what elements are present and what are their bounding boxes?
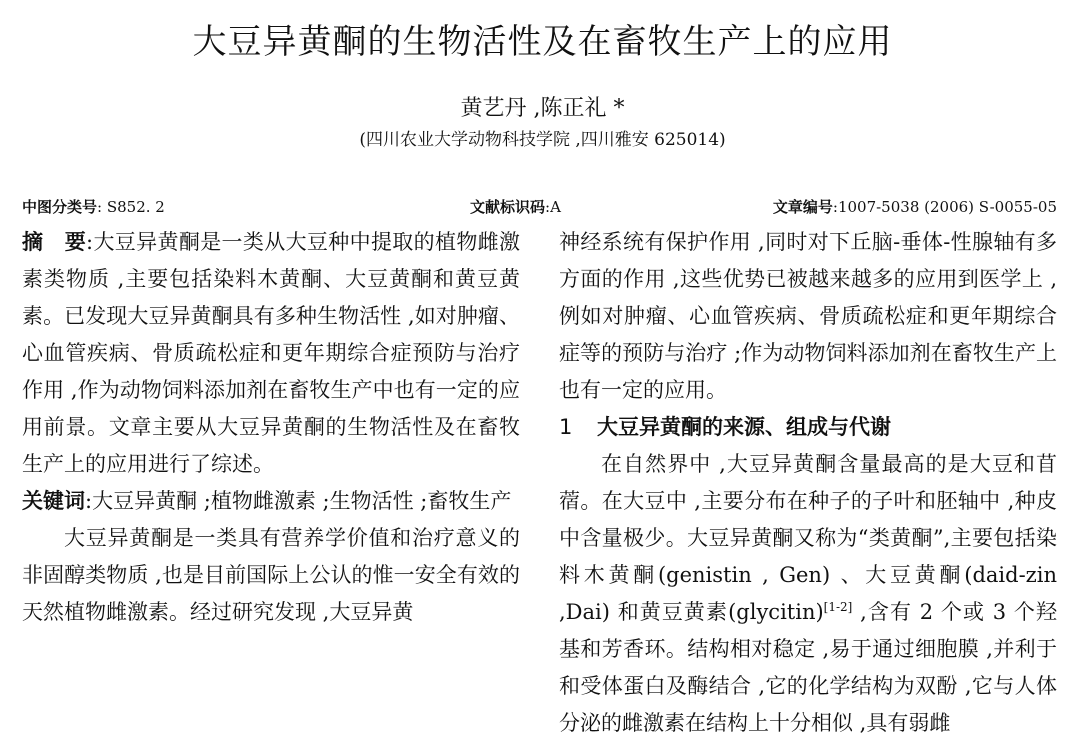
- affiliation: (四川农业大学动物科技学院 ,四川雅安 625014): [359, 130, 726, 150]
- document-code-value: :A: [545, 198, 561, 216]
- article-number-value: :1007-5038 (2006) S-0055-05: [832, 198, 1057, 216]
- keywords-label: 关键词: [22, 489, 85, 513]
- section-title: 大豆异黄酮的来源、组成与代谢: [597, 415, 891, 439]
- section-number: 1: [559, 415, 573, 439]
- keywords: [22, 483, 520, 520]
- clc-number: [22, 196, 165, 218]
- paper-title: 大豆异黄酮的生物活性及在畜牧生产上的应用: [192, 22, 893, 62]
- left-column: [22, 224, 520, 717]
- clc-label: 中图分类号: [22, 198, 98, 216]
- right-column: [559, 224, 1058, 735]
- abstract-label: 摘 要: [22, 230, 87, 254]
- section-paragraph-text-b: ,含有 2 个或 3 个羟基和芳香环。结构相对稳定 ,易于通过细胞膜 ,并利于和受体蛋白及酶结合 ,它的化学结构为双酚 ,它与人体分泌的雌激素在结构上十分相似 ,具有弱雌: [559, 600, 1058, 735]
- authors: 黄艺丹 ,陈正礼 *: [460, 96, 625, 121]
- keywords-text: :大豆异黄酮 ;植物雌激素 ;生物活性 ;畜牧生产: [85, 489, 512, 513]
- section-paragraph-text-a: 在自然界中 ,大豆异黄酮含量最高的是大豆和苜蓿。在大豆中 ,主要分布在种子的子叶和胚轴中 ,种皮中含量极少。大豆异黄酮又称为“类黄酮”,主要包括染料木黄酮(genistin , Gen) 、大豆黄酮(daid-zin ,Dai) 和黄豆黄素(glycitin): [559, 452, 1057, 624]
- section-paragraph: [559, 446, 1057, 742]
- document-code-label: 文献标识码: [470, 198, 546, 216]
- abstract-text: :大豆异黄酮是一类从大豆种中提取的植物雌激素类物质 ,主要包括染料木黄酮、大豆黄酮和黄豆黄素。已发现大豆异黄酮具有多种生物活性 ,如对肿瘤、心血管疾病、骨质疏松症和更年期综合症预防与治疗作用 ,作为动物饲料添加剂在畜牧生产中也有一定的应用前景。文章主要从大豆异黄酮的生物活性及在畜牧生产上的应用进行了综述。: [22, 230, 521, 476]
- document-code: [470, 196, 561, 218]
- intro-paragraph: 大豆异黄酮是一类具有营养学价值和治疗意义的非固醇类物质 ,也是目前国际上公认的惟一安全有效的天然植物雌激素。经过研究发现 ,大豆异黄: [22, 526, 520, 624]
- citation: [1-2]: [823, 600, 853, 614]
- article-number: [773, 196, 1057, 218]
- abstract: [22, 224, 520, 483]
- article-number-label: 文章编号: [772, 198, 833, 216]
- section-heading: [559, 409, 1057, 446]
- clc-value: : S852. 2: [97, 198, 165, 216]
- continued-paragraph: 神经系统有保护作用 ,同时对下丘脑-垂体-性腺轴有多方面的作用 ,这些优势已被越来越多的应用到医学上 ,例如对肿瘤、心血管疾病、骨质疏松症和更年期综合症等的预防与治疗 ;作为动物饲料添加剂在畜牧生产上也有一定的应用。: [559, 230, 1057, 402]
